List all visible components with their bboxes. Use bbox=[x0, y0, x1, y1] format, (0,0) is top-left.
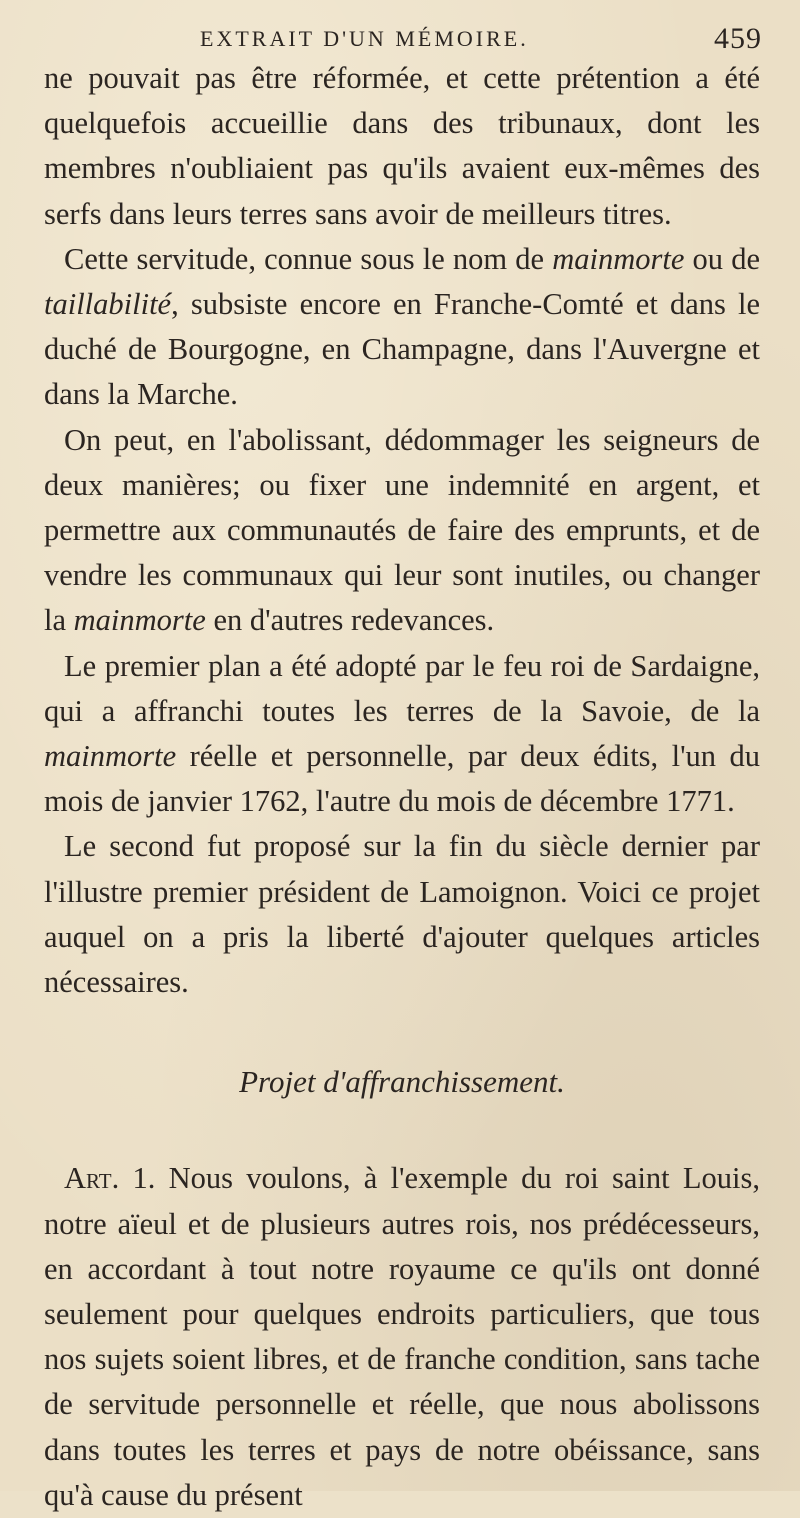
paragraph-text: ne pouvait pas être réformée, et cette prétention a été quelquefois accueillie dans des tribunaux, dont les membres n'oubliaient pas qu'ils avaient eux-mêmes des serfs dans leurs terres sans avoir de meilleurs titres. bbox=[44, 61, 760, 231]
paragraph-mainmorte-definition bbox=[44, 237, 760, 418]
paragraph-text: en d'autres redevances. bbox=[205, 603, 495, 638]
italic-term: mainmorte bbox=[44, 739, 177, 774]
paragraph-sardinia-plan bbox=[44, 644, 760, 825]
body-text bbox=[44, 56, 760, 1518]
paragraph-text: , subsiste encore en Franche-Comté et dans le duché de Bourgogne, en Champagne, dans l'Auvergne et dans la Marche. bbox=[44, 287, 760, 412]
paragraph-lamoignon-plan bbox=[44, 824, 760, 1005]
article-label: Art. 1. bbox=[64, 1161, 156, 1196]
paragraph-abolition-methods bbox=[44, 418, 760, 644]
article-1 bbox=[44, 1156, 760, 1518]
paragraph-continuation bbox=[44, 56, 760, 237]
italic-term: mainmorte bbox=[73, 603, 206, 638]
running-title: EXTRAIT D'UN MÉMOIRE. bbox=[200, 26, 529, 51]
paragraph-text: Le premier plan a été adopté par le feu roi de Sardaigne, qui a affranchi toutes les terres de la Savoie, de la bbox=[44, 648, 760, 728]
paragraph-text: ou de bbox=[684, 241, 760, 276]
paragraph-text: On peut, en l'abolissant, dédommager les seigneurs de deux manières; ou fixer une indemnité en argent, et permettre aux communautés de faire des emprunts, et de vendre les communaux qui leur sont inutiles, ou changer la bbox=[44, 422, 760, 638]
article-text: Nous voulons, à l'exemple du roi saint Louis, notre aïeul et de plusieurs autres rois, nos prédécesseurs, en accordant à tout notre royaume ce qu'ils ont donné seulement pour quelques endroits particuliers, que tous nos sujets soient libres, et de franche condition, sans tache de servitude personnelle et réelle, que nous abolissons dans toutes les terres et pays de notre obéissance, sans qu'à cause du présent bbox=[44, 1161, 761, 1512]
paragraph-text: Le second fut proposé sur la fin du siècle dernier par l'illustre premier président de Lamoignon. Voici ce projet auquel on a pris la liberté d'ajouter quelques articles nécessaires. bbox=[44, 829, 760, 1000]
paragraph-text: réelle et personnelle, par deux édits, l'un du mois de janvier 1762, l'autre du mois de décembre 1771. bbox=[44, 739, 760, 819]
paragraph-text: Cette servitude, connue sous le nom de bbox=[64, 241, 553, 276]
italic-term: mainmorte bbox=[552, 241, 685, 276]
italic-term: taillabilité bbox=[44, 287, 172, 322]
page-header bbox=[200, 18, 762, 58]
section-heading: Projet d'affranchissement. bbox=[239, 1064, 565, 1100]
page-number: 459 bbox=[714, 22, 762, 55]
